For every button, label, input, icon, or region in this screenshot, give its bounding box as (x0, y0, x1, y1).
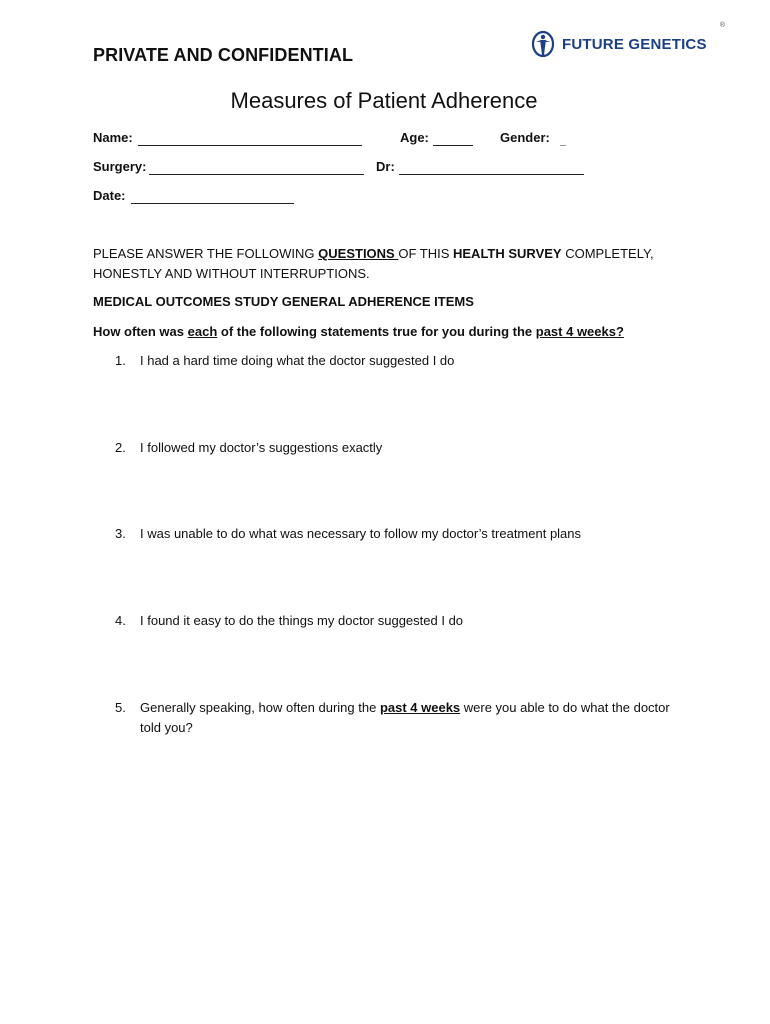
list-item (115, 438, 685, 458)
list-item (115, 698, 685, 738)
gender-label: Gender: (500, 130, 550, 145)
item-number: 3. (115, 526, 126, 541)
date-label: Date: (93, 188, 126, 203)
gender-field[interactable] (560, 145, 566, 146)
name-label: Name: (93, 130, 133, 145)
doctor-field[interactable] (399, 174, 584, 175)
future-genetics-logo (530, 22, 725, 62)
question-prompt: How often was each of the following statements true for you during the past 4 weeks? (93, 324, 624, 339)
section-heading: MEDICAL OUTCOMES STUDY GENERAL ADHERENCE ITEMS (93, 294, 474, 309)
list-item (115, 611, 685, 631)
item-number: 5. (115, 700, 126, 715)
item-text: Generally speaking, how often during the past 4 weeks were you able to do what the doctor told you? (140, 700, 670, 735)
instructions: PLEASE ANSWER THE FOLLOWING QUESTIONS OF THIS HEALTH SURVEY COMPLETELY, HONESTLY AND WITHOUT INTERRUPTIONS. (93, 246, 654, 281)
page-title: Measures of Patient Adherence (230, 88, 538, 113)
surgery-field[interactable] (149, 174, 364, 175)
registered-mark: ® (719, 22, 725, 29)
list-item (115, 524, 685, 544)
item-text: I had a hard time doing what the doctor suggested I do (140, 353, 455, 368)
doctor-label: Dr: (376, 159, 395, 174)
name-field[interactable] (138, 145, 362, 146)
item-number: 1. (115, 353, 126, 368)
item-text: I was unable to do what was necessary to follow my doctor’s treatment plans (140, 526, 582, 541)
item-number: 2. (115, 440, 126, 455)
health-survey-word: HEALTH SURVEY (453, 246, 562, 261)
surgery-label: Surgery: (93, 159, 147, 174)
logo-text: FUTURE GENETICS (562, 35, 707, 53)
age-label: Age: (400, 130, 429, 145)
item-number: 4. (115, 613, 126, 628)
item-text: I found it easy to do the things my doctor suggested I do (140, 613, 464, 628)
item-text: I followed my doctor’s suggestions exactly (140, 440, 383, 455)
list-item (115, 351, 685, 371)
person-in-circle-logo-icon (530, 29, 556, 59)
age-field[interactable] (433, 145, 473, 146)
confidential-heading: PRIVATE AND CONFIDENTIAL (93, 45, 354, 65)
date-field[interactable] (131, 203, 294, 204)
questions-word: QUESTIONS (318, 246, 399, 261)
